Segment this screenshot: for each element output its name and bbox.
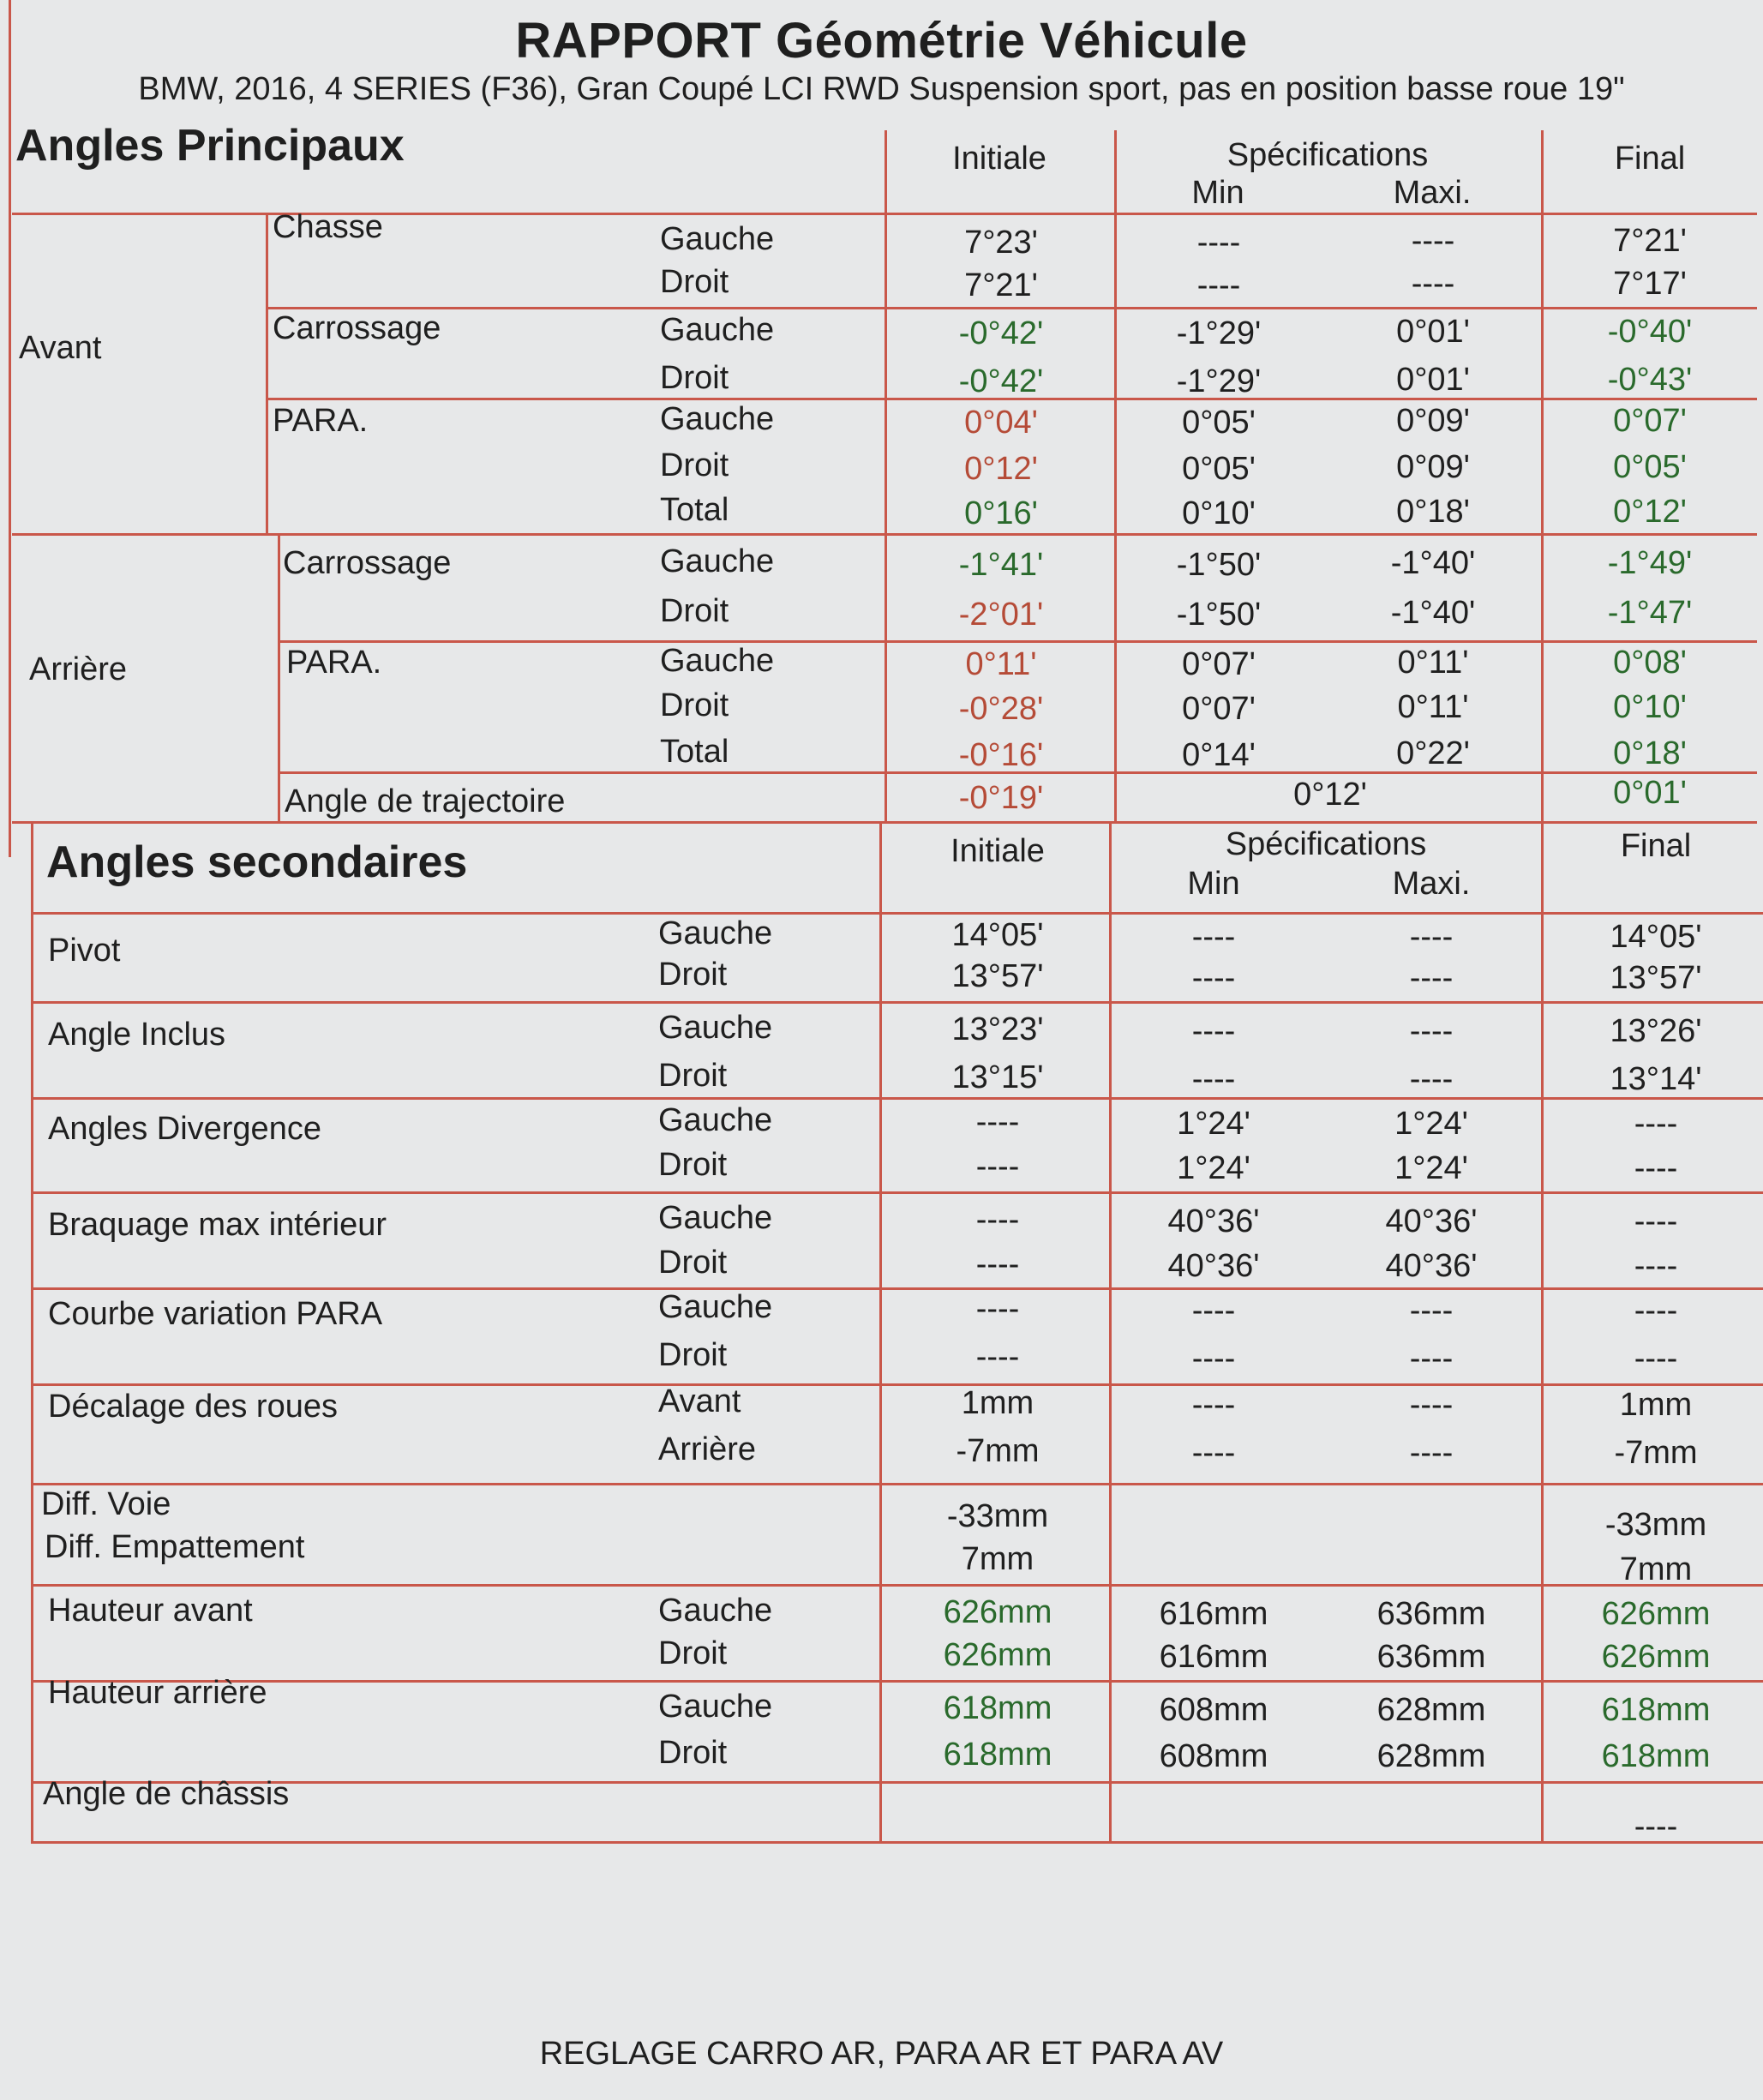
decalage-maxi-1: ---- [1409,1435,1454,1471]
hauteur_av-min-0: 616mm [1159,1596,1268,1632]
para_ar-side-2: Total [660,734,729,770]
chasse-label: Chasse [273,209,383,245]
secondary-header-final: Final [1620,828,1692,864]
chasse-side-0: Gauche [660,221,775,257]
pivot-min-0: ---- [1191,919,1236,955]
hauteur_av-maxi-0: 636mm [1376,1596,1486,1632]
courbe_para-initiale-0: ---- [975,1291,1020,1327]
carrossage_ar-maxi-0: -1°40' [1390,545,1476,581]
divergence-side-0: Gauche [658,1102,773,1138]
decalage-final-0: 1mm [1619,1387,1693,1423]
trajectoire-final: 0°01' [1613,775,1687,811]
braquage-final-0: ---- [1634,1203,1678,1239]
pivot-side-0: Gauche [658,915,773,951]
braquage-min-1: 40°36' [1167,1248,1260,1284]
para_ar-initiale-1: -0°28' [958,691,1044,727]
decalage-min-1: ---- [1191,1435,1236,1471]
courbe_para-final-1: ---- [1634,1341,1678,1377]
chasse-min-0: ---- [1196,225,1241,261]
chasse-initiale-1: 7°21' [964,267,1038,303]
hauteur_ar-maxi-1: 628mm [1376,1738,1486,1774]
courbe_para-min-1: ---- [1191,1341,1236,1377]
braquage-side-0: Gauche [658,1200,773,1236]
angle_inclus-final-1: 13°14' [1610,1061,1702,1097]
decalage-label: Décalage des roues [48,1389,338,1425]
group-avant: Avant [19,330,102,366]
carrossage_av-maxi-1: 0°01' [1396,362,1470,398]
hauteur_ar-side-1: Droit [658,1735,728,1771]
courbe_para-initiale-1: ---- [975,1339,1020,1375]
carrossage_av-min-0: -1°29' [1176,315,1262,351]
para_av-min-0: 0°05' [1182,405,1256,441]
chasse-maxi-1: ---- [1411,266,1455,302]
hauteur_av-maxi-1: 636mm [1376,1639,1486,1675]
pivot-maxi-1: ---- [1409,960,1454,996]
carrossage_ar-side-0: Gauche [660,543,775,579]
para_ar-final-0: 0°08' [1613,645,1687,681]
angle_inclus-min-1: ---- [1191,1061,1236,1097]
chasse-final-0: 7°21' [1613,223,1687,259]
braquage-initiale-1: ---- [975,1246,1020,1282]
para_ar-maxi-1: 0°11' [1397,689,1469,725]
para_ar-min-0: 0°07' [1182,646,1256,682]
chasse-min-1: ---- [1196,267,1241,303]
pivot-side-1: Droit [658,957,728,993]
divergence-final-1: ---- [1634,1150,1678,1186]
para_av-min-1: 0°05' [1182,451,1256,487]
courbe_para-label: Courbe variation PARA [48,1296,383,1332]
braquage-maxi-1: 40°36' [1385,1248,1478,1284]
hauteur_ar-label: Hauteur arrière [48,1675,267,1711]
divergence-min-0: 1°24' [1177,1106,1250,1142]
principal-header-min: Min [1191,175,1244,211]
carrossage_ar-min-1: -1°50' [1176,597,1262,633]
para_av-label: PARA. [273,403,369,439]
diff-final-0: -33mm [1604,1507,1707,1543]
secondary-header-specifications: Spécifications [1225,826,1427,862]
pivot-label: Pivot [48,933,121,969]
divergence-side-1: Droit [658,1147,728,1183]
hauteur_ar-side-0: Gauche [658,1689,773,1725]
principal-title: Angles Principaux [15,121,405,171]
hauteur_av-min-1: 616mm [1159,1639,1268,1675]
left-border-line [9,0,11,857]
para_av-min-2: 0°10' [1182,495,1256,531]
courbe_para-final-0: ---- [1634,1293,1678,1329]
principal-header-initiale: Initiale [952,141,1046,177]
diff-voie-label: Diff. Voie [41,1486,171,1522]
vehicle-subtitle: BMW, 2016, 4 SERIES (F36), Gran Coupé LCI RWD Suspension sport, pas en position basse roue 19" [138,71,1625,107]
angle_inclus-maxi-0: ---- [1409,1013,1454,1049]
hauteur_av-side-1: Droit [658,1635,728,1671]
carrossage_av-initiale-0: -0°42' [958,315,1044,351]
courbe_para-side-1: Droit [658,1337,728,1373]
decalage-initiale-0: 1mm [961,1385,1034,1421]
hauteur_ar-initiale-0: 618mm [943,1690,1052,1726]
para_ar-initiale-2: -0°16' [958,737,1044,773]
carrossage_av-initiale-1: -0°42' [958,363,1044,399]
trajectoire-initiale: -0°19' [958,780,1044,816]
decalage-side-0: Avant [658,1383,741,1419]
angle_inclus-side-1: Droit [658,1058,728,1094]
para_ar-side-1: Droit [660,687,729,723]
divergence-min-1: 1°24' [1177,1150,1250,1186]
para_av-initiale-1: 0°12' [964,451,1038,487]
para_av-maxi-1: 0°09' [1396,449,1470,485]
angle_inclus-final-0: 13°26' [1610,1013,1702,1049]
hauteur_av-final-0: 626mm [1601,1596,1711,1632]
secondary-header-maxi: Maxi. [1392,866,1471,902]
hauteur_ar-final-0: 618mm [1601,1692,1711,1728]
decalage-final-1: -7mm [1614,1435,1698,1471]
braquage-final-1: ---- [1634,1248,1678,1284]
decalage-min-0: ---- [1191,1387,1236,1423]
para_ar-side-0: Gauche [660,643,775,679]
diff-final-1: 7mm [1619,1551,1693,1587]
divergence-initiale-0: ---- [975,1104,1020,1140]
carrossage_av-final-0: -0°40' [1607,314,1693,350]
trajectoire-label: Angle de trajectoire [285,783,566,819]
carrossage_av-maxi-0: 0°01' [1396,314,1470,350]
para_av-final-1: 0°05' [1613,449,1687,485]
carrossage_ar-final-1: -1°47' [1607,595,1693,631]
carrossage_ar-maxi-1: -1°40' [1390,595,1476,631]
para_av-side-0: Gauche [660,401,775,437]
para_av-final-2: 0°12' [1613,494,1687,530]
pivot-initiale-1: 13°57' [951,958,1044,994]
carrossage_ar-side-1: Droit [660,593,729,629]
carrossage_av-side-1: Droit [660,360,729,396]
chassis-final: ---- [1634,1809,1678,1845]
para_av-side-1: Droit [660,447,729,483]
angle_inclus-side-0: Gauche [658,1010,773,1046]
carrossage_ar-label: Carrossage [283,545,452,581]
footer-note: REGLAGE CARRO AR, PARA AR ET PARA AV [539,2036,1224,2072]
chasse-side-1: Droit [660,264,729,300]
angle_inclus-min-0: ---- [1191,1013,1236,1049]
para_av-maxi-2: 0°18' [1396,494,1470,530]
decalage-maxi-0: ---- [1409,1387,1454,1423]
braquage-side-1: Droit [658,1245,728,1281]
para_av-initiale-2: 0°16' [964,495,1038,531]
hauteur_ar-maxi-0: 628mm [1376,1692,1486,1728]
carrossage_ar-initiale-1: -2°01' [958,597,1044,633]
diff-empattement-label: Diff. Empattement [45,1529,305,1565]
decalage-side-1: Arrière [658,1431,757,1467]
chasse-maxi-0: ---- [1411,223,1455,259]
angle_inclus-initiale-0: 13°23' [951,1011,1044,1047]
para_ar-label: PARA. [286,645,382,681]
principal-header-specifications: Spécifications [1226,137,1429,173]
diff-initiale-0: -33mm [946,1498,1049,1534]
carrossage_ar-min-0: -1°50' [1176,547,1262,583]
courbe_para-side-0: Gauche [658,1289,773,1325]
trajectoire-spec: 0°12' [1293,777,1367,813]
chasse-final-1: 7°17' [1613,266,1687,302]
hauteur_av-final-1: 626mm [1601,1639,1711,1675]
para_ar-maxi-0: 0°11' [1397,645,1469,681]
carrossage_ar-initiale-0: -1°41' [958,547,1044,583]
pivot-initiale-0: 14°05' [951,917,1044,953]
pivot-maxi-0: ---- [1409,919,1454,955]
hauteur_av-label: Hauteur avant [48,1593,253,1629]
carrossage_ar-final-0: -1°49' [1607,545,1693,581]
carrossage_av-label: Carrossage [273,310,441,346]
braquage-min-0: 40°36' [1167,1203,1260,1239]
braquage-initiale-0: ---- [975,1202,1020,1238]
carrossage_av-side-0: Gauche [660,312,775,348]
chasse-initiale-0: 7°23' [964,225,1038,261]
divergence-initiale-1: ---- [975,1149,1020,1185]
chassis-label: Angle de châssis [43,1776,290,1812]
diff-initiale-1: 7mm [961,1541,1034,1577]
para_av-maxi-0: 0°09' [1396,403,1470,439]
angle_inclus-maxi-1: ---- [1409,1061,1454,1097]
pivot-min-1: ---- [1191,960,1236,996]
hauteur_av-initiale-0: 626mm [943,1594,1052,1630]
principal-header-final: Final [1614,141,1686,177]
hauteur_ar-min-1: 608mm [1159,1738,1268,1774]
pivot-final-0: 14°05' [1610,919,1702,955]
para_ar-initiale-0: 0°11' [965,646,1037,682]
decalage-initiale-1: -7mm [956,1433,1040,1469]
para_av-final-0: 0°07' [1613,403,1687,439]
hauteur_av-side-0: Gauche [658,1593,773,1629]
divergence-final-0: ---- [1634,1106,1678,1142]
carrossage_av-final-1: -0°43' [1607,362,1693,398]
divergence-maxi-0: 1°24' [1394,1106,1468,1142]
braquage-maxi-0: 40°36' [1385,1203,1478,1239]
group-arriere: Arrière [29,651,128,687]
angle_inclus-initiale-1: 13°15' [951,1059,1044,1095]
para_ar-final-2: 0°18' [1613,735,1687,771]
pivot-final-1: 13°57' [1610,960,1702,996]
para_av-initiale-0: 0°04' [964,405,1038,441]
divergence-maxi-1: 1°24' [1394,1150,1468,1186]
hauteur_ar-initiale-1: 618mm [943,1737,1052,1773]
para_ar-min-1: 0°07' [1182,691,1256,727]
secondary-header-min: Min [1187,866,1240,902]
courbe_para-maxi-0: ---- [1409,1293,1454,1329]
hauteur_ar-min-0: 608mm [1159,1692,1268,1728]
para_ar-final-1: 0°10' [1613,689,1687,725]
courbe_para-min-0: ---- [1191,1293,1236,1329]
secondary-header-initiale: Initiale [950,833,1045,869]
hauteur_av-initiale-1: 626mm [943,1637,1052,1673]
angle_inclus-label: Angle Inclus [48,1017,226,1053]
carrossage_av-min-1: -1°29' [1176,363,1262,399]
divergence-label: Angles Divergence [48,1111,321,1147]
secondary-title: Angles secondaires [46,837,468,887]
para_ar-maxi-2: 0°22' [1396,735,1470,771]
courbe_para-maxi-1: ---- [1409,1341,1454,1377]
braquage-label: Braquage max intérieur [48,1207,387,1243]
principal-header-maxi: Maxi. [1393,175,1472,211]
para_av-side-2: Total [660,492,729,528]
para_ar-min-2: 0°14' [1182,737,1256,773]
hauteur_ar-final-1: 618mm [1601,1738,1711,1774]
report-title: RAPPORT Géométrie Véhicule [515,13,1248,69]
report-header [0,0,1763,108]
